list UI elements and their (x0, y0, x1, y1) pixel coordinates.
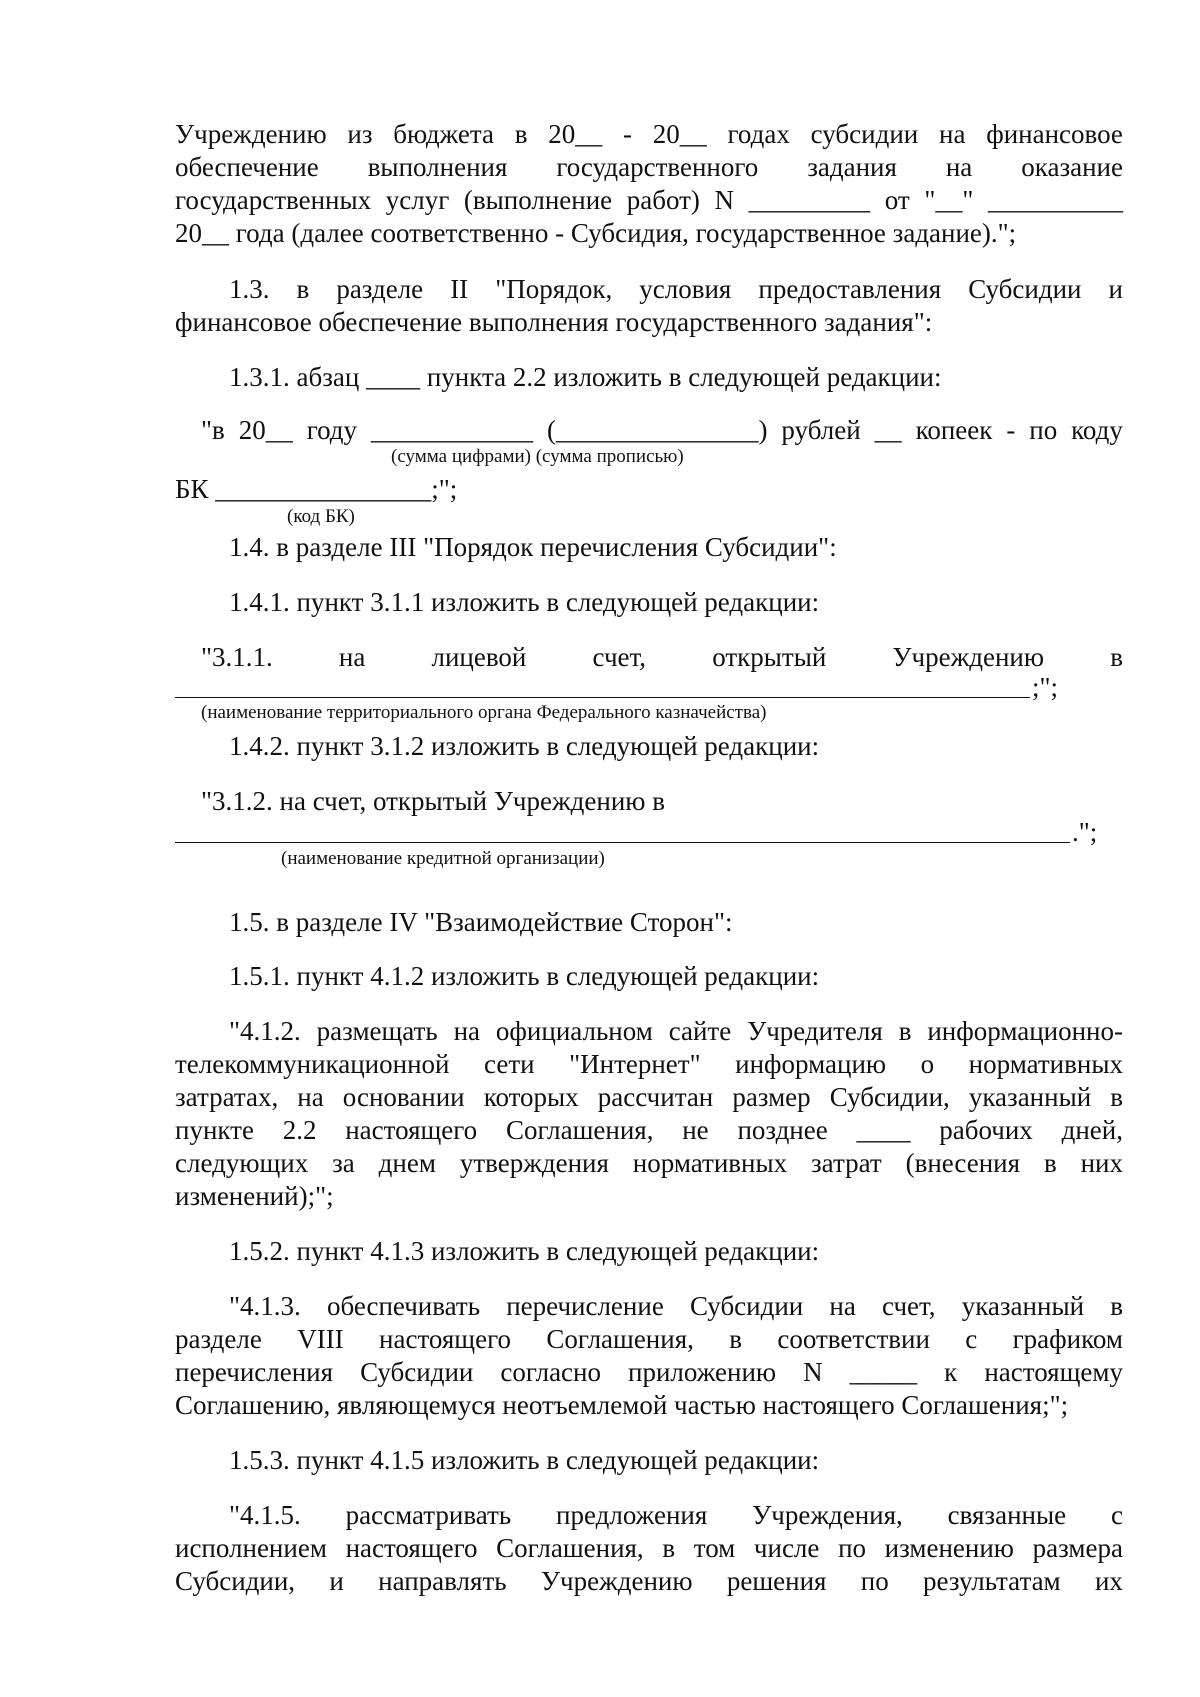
word: направлять (378, 1566, 507, 1596)
word: _____ (849, 1357, 918, 1387)
word: изменению (884, 1533, 1014, 1563)
word: обеспечивать (326, 1291, 481, 1321)
text-line: финансовое обеспечение выполнения государственного задания": (175, 307, 933, 337)
word: них (1080, 1148, 1123, 1178)
text-line: ;"; (1032, 672, 1059, 702)
word: _________ (748, 185, 871, 215)
word: "Порядок, (495, 274, 613, 304)
word: настоящего (345, 1115, 478, 1145)
word: (выполнение (463, 185, 613, 215)
word: бюджета (393, 119, 494, 149)
word: связанные (947, 1500, 1067, 1530)
word: рублей (781, 415, 861, 445)
word: предложения (556, 1500, 708, 1530)
word: приложению (628, 1357, 777, 1387)
word: о (920, 1049, 935, 1079)
word: Учреждению (892, 642, 1045, 672)
text-line: БК ________________;"; (175, 474, 458, 504)
word: по (1029, 415, 1058, 445)
word: - (623, 119, 632, 149)
word: в (1110, 1291, 1123, 1321)
word: числе (753, 1533, 820, 1563)
word: указанный (961, 1291, 1085, 1321)
word: сети (484, 1049, 535, 1079)
word: телекоммуникационной (175, 1049, 450, 1079)
word: следующих (175, 1148, 309, 1178)
text-line: изменений);"; (175, 1181, 334, 1211)
word: перечисление (506, 1291, 664, 1321)
word: настоящему (984, 1357, 1123, 1387)
text-line: 20__ года (далее соответственно - Субсидия, государственное задание)."; (175, 218, 1017, 248)
word: Соглашения, (505, 1115, 654, 1145)
word: 2.2 (282, 1115, 317, 1145)
word: настоящего (345, 1533, 478, 1563)
text-line: 1.5.2. пункт 4.1.3 изложить в следующей редакции: (229, 1236, 820, 1266)
word: официальном (495, 1016, 653, 1046)
word: (_______________) (546, 415, 768, 445)
text-line (201, 644, 1123, 671)
word: указанный (968, 1082, 1092, 1112)
text-line (175, 1535, 1123, 1562)
word: в (1043, 1148, 1057, 1178)
word: нормативных (968, 1049, 1123, 1079)
word: финансовое (986, 119, 1123, 149)
word: графиком (1012, 1324, 1123, 1354)
word: с (965, 1324, 978, 1354)
text-line: 1.5. в разделе IV "Взаимодействие Сторон": (229, 907, 733, 937)
word: по (860, 1566, 889, 1596)
word: - (1006, 415, 1016, 445)
word: к (944, 1357, 958, 1387)
word: решения (726, 1566, 827, 1596)
word: "4.1.5. (229, 1500, 301, 1530)
word: перечисления (175, 1357, 334, 1387)
text-line: ."; (1072, 817, 1098, 847)
word: и (1108, 274, 1123, 304)
word: __________ (987, 185, 1123, 215)
word: в (1110, 642, 1123, 672)
word: Соглашения, (546, 1324, 694, 1354)
text-line (229, 1018, 1123, 1045)
text-line (229, 1502, 1123, 1529)
word: на (297, 1082, 324, 1112)
word: государственного (556, 152, 759, 182)
word: с (1110, 1500, 1123, 1530)
word: информацию (735, 1049, 887, 1079)
text-line: 1.3.1. абзац ____ пункта 2.2 изложить в следующей редакции: (229, 362, 942, 392)
word: Учредителя (747, 1016, 883, 1046)
word: году (306, 415, 358, 445)
word: соответствии (777, 1324, 930, 1354)
word: основании (342, 1082, 465, 1112)
word: счет, (882, 1291, 936, 1321)
word: рабочих (939, 1115, 1033, 1145)
text-line (175, 1117, 1123, 1144)
text-line: 1.4.2. пункт 3.1.2 изложить в следующей редакции: (229, 731, 820, 761)
word: результатам (923, 1566, 1061, 1596)
word: позднее (737, 1115, 828, 1145)
blank-line (175, 842, 1070, 843)
word: сайте (668, 1016, 732, 1046)
word: от (884, 185, 910, 215)
word: лицевой (431, 642, 527, 672)
word: по (838, 1533, 867, 1563)
text-line (175, 1359, 1123, 1386)
blank-line (175, 697, 1030, 698)
word: "__" (924, 185, 974, 215)
word: настоящего (379, 1324, 511, 1354)
text-line (229, 276, 1123, 303)
word: исполнением (175, 1533, 327, 1563)
word: на (945, 152, 973, 182)
word: счет, (592, 642, 647, 672)
text-line (175, 1150, 1123, 1177)
word: 20__ (548, 119, 603, 149)
word: ____________ (371, 415, 534, 445)
word: предоставления (758, 274, 942, 304)
word: на (939, 119, 966, 149)
text-line: "3.1.2. на счет, открытый Учреждению в (201, 786, 665, 816)
word: размер (732, 1082, 811, 1112)
word: затрат (811, 1148, 882, 1178)
word: VIII (297, 1324, 344, 1354)
text-line (175, 1051, 1123, 1078)
text-line: 1.4. в разделе III "Порядок перечисления Субсидии": (229, 532, 837, 562)
word: задания (807, 152, 897, 182)
word: Учреждения, (752, 1500, 903, 1530)
word: из (347, 119, 373, 149)
word: "в (201, 415, 225, 445)
word: не (682, 1115, 709, 1145)
text-line (175, 154, 1123, 181)
word: "4.1.3. (229, 1291, 301, 1321)
field-caption: (наименование кредитной организации) (281, 848, 605, 869)
word: затратах, (175, 1082, 279, 1112)
word: (внесения (905, 1148, 1021, 1178)
word: в (514, 119, 528, 149)
word: услуг (385, 185, 450, 215)
field-caption: (наименование территориального органа Федерального казначейства) (201, 702, 767, 723)
text-line (175, 121, 1123, 148)
word: на (338, 642, 366, 672)
word: в (662, 1533, 676, 1563)
word: N (714, 185, 735, 215)
text-line: Соглашению, являющемуся неотъемлемой частью настоящего Соглашения;"; (175, 1390, 1069, 1420)
word: коду (1071, 415, 1123, 445)
word: Субсидии (360, 1357, 474, 1387)
text-line: 1.5.3. пункт 4.1.5 изложить в следующей редакции: (229, 1445, 820, 1475)
word: копеек (915, 415, 993, 445)
word: размещать (316, 1016, 438, 1046)
text-line (175, 187, 1123, 214)
word: условия (639, 274, 732, 304)
word: днем (378, 1148, 436, 1178)
word: субсидии (810, 119, 919, 149)
word: рассчитан (597, 1082, 714, 1112)
word: обеспечение (175, 152, 319, 182)
word: согласно (500, 1357, 601, 1387)
word: нормативных (632, 1148, 788, 1178)
text-line: 1.4.1. пункт 3.1.1 изложить в следующей редакции: (229, 587, 820, 617)
word: "4.1.2. (229, 1016, 301, 1046)
text-line (201, 417, 1123, 444)
word: утверждения (459, 1148, 609, 1178)
word: в (1110, 1082, 1123, 1112)
word: пункте (175, 1115, 254, 1145)
text-line (175, 1326, 1123, 1353)
word: том (693, 1533, 736, 1563)
word: их (1094, 1566, 1123, 1596)
word: годах (727, 119, 790, 149)
word: на (453, 1016, 481, 1046)
field-caption: (код БК) (287, 506, 355, 527)
word: в (898, 1016, 912, 1046)
word: Субсидии (968, 274, 1082, 304)
word: "3.1.1. (201, 642, 273, 672)
text-line (175, 1084, 1123, 1111)
word: в (729, 1324, 742, 1354)
word: оказание (1021, 152, 1123, 182)
word: дней, (1061, 1115, 1123, 1145)
text-line: 1.5.1. пункт 4.1.2 изложить в следующей редакции: (229, 961, 820, 991)
word: и (329, 1566, 344, 1596)
word: рассматривать (345, 1500, 512, 1530)
text-line (175, 1568, 1123, 1595)
word: Субсидии (689, 1291, 804, 1321)
word: информационно- (927, 1016, 1123, 1046)
word: 20__ (652, 119, 707, 149)
word: Учреждению (175, 119, 327, 149)
word: N (803, 1357, 823, 1387)
word: Субсидии, (175, 1566, 296, 1596)
word: Учреждению (540, 1566, 693, 1596)
text-line (229, 1293, 1123, 1320)
word: в (296, 274, 310, 304)
word: 20__ (238, 415, 293, 445)
word: II (450, 274, 469, 304)
word: ____ (856, 1115, 911, 1145)
field-caption: (сумма цифрами) (сумма прописью) (391, 446, 684, 467)
word: которых (483, 1082, 579, 1112)
word: на (829, 1291, 856, 1321)
word: государственных (175, 185, 372, 215)
word: __ (874, 415, 902, 445)
word: размера (1032, 1533, 1123, 1563)
word: "Интернет" (569, 1049, 701, 1079)
word: работ) (626, 185, 700, 215)
word: открытый (712, 642, 827, 672)
word: Соглашения, (496, 1533, 644, 1563)
word: разделе (175, 1324, 262, 1354)
word: разделе (336, 274, 424, 304)
word: 1.3. (229, 274, 270, 304)
word: за (332, 1148, 355, 1178)
word: Субсидии, (829, 1082, 950, 1112)
word: выполнения (367, 152, 508, 182)
